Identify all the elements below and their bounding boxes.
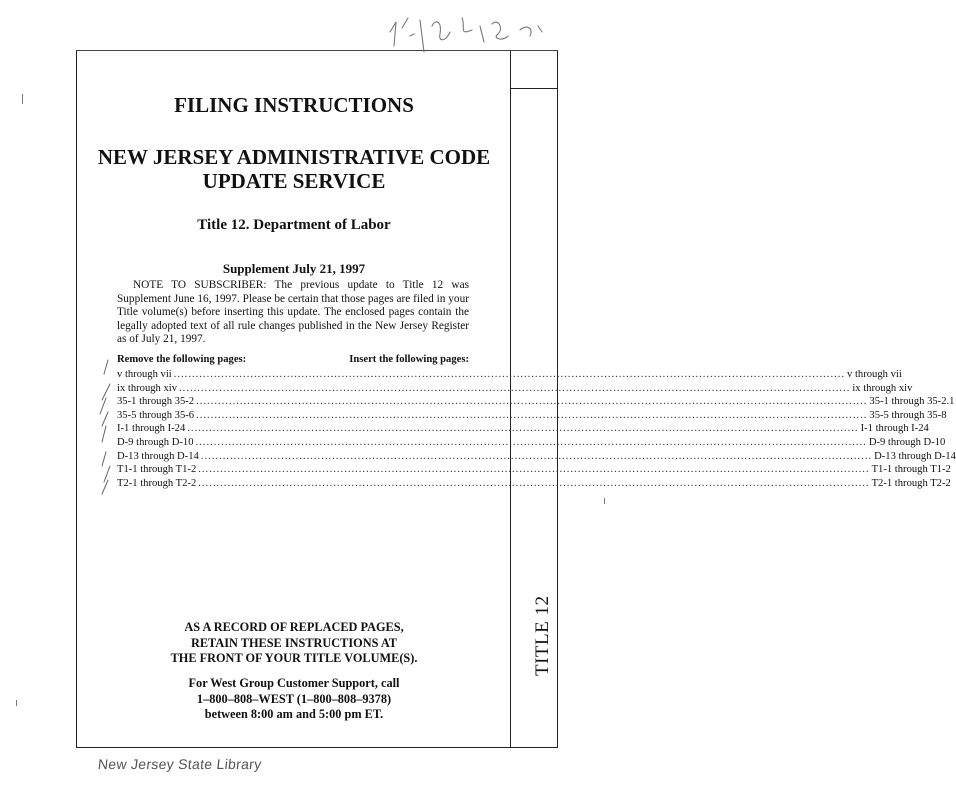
- remove-pages: 35-5 through 35-6: [117, 409, 195, 421]
- subscriber-note: [117, 279, 469, 347]
- scan-mark: [22, 94, 23, 104]
- leader-dots: ........................................................................................................................................................................................: [196, 396, 868, 408]
- record-line: THE FRONT OF YOUR TITLE VOLUME(S).: [170, 651, 418, 665]
- record-line: RETAIN THESE INSTRUCTIONS AT: [190, 635, 398, 650]
- page-row: [117, 422, 929, 436]
- note-line: Supplement June 16, 1997. Please be certain that those pages are filed in your: [117, 292, 469, 305]
- scan-mark: [16, 700, 17, 706]
- tab-divider: [510, 88, 558, 89]
- remove-pages: D-13 through D-14: [117, 450, 199, 462]
- remove-pages: ix through xiv: [117, 382, 178, 394]
- filing-instructions-heading: FILING INSTRUCTIONS: [174, 93, 414, 117]
- insert-pages: T1-1 through T1-2: [871, 464, 951, 476]
- support-hours: between 8:00 am and 5:00 pm ET.: [204, 707, 384, 721]
- note-line: NOTE TO SUBSCRIBER: The previous update to Title 12 was: [133, 279, 469, 291]
- insert-pages: 35-1 through 35-2.1: [869, 396, 955, 408]
- insert-pages: I-1 through I-24: [860, 423, 929, 435]
- remove-pages: T2-1 through T2-2: [117, 477, 197, 489]
- remove-pages: v through vii: [117, 369, 172, 380]
- remove-pages-header: Remove the following pages:: [117, 354, 247, 365]
- library-stamp: New Jersey State Library: [97, 756, 263, 772]
- record-instruction: [76, 620, 512, 667]
- page-replacement-list: [117, 354, 956, 490]
- page-list-header: [117, 354, 469, 368]
- page-row: [117, 463, 951, 477]
- leader-dots: ........................................................................................................................................................................................: [195, 436, 867, 448]
- note-line: Title volume(s) before inserting this update. The enclosed pages contain the: [117, 306, 469, 319]
- note-line: as of July 21, 1997.: [117, 333, 206, 346]
- page-row: [117, 395, 955, 409]
- scan-mark: [604, 498, 605, 504]
- leader-dots: ........................................................................................................................................................................................: [179, 382, 851, 394]
- insert-pages-header: Insert the following pages:: [349, 354, 469, 365]
- insert-pages: 35-5 through 35-8: [869, 409, 947, 421]
- leader-dots: ........................................................................................................................................................................................: [200, 450, 873, 462]
- page-row: [117, 382, 913, 396]
- remove-pages: I-1 through I-24: [117, 423, 186, 435]
- leader-dots: ........................................................................................................................................................................................: [187, 423, 859, 435]
- page-row: [117, 477, 951, 491]
- code-title-line-2: UPDATE SERVICE: [202, 169, 386, 193]
- leader-dots: ........................................................................................................................................................................................: [198, 464, 870, 476]
- leader-dots: ........................................................................................................................................................................................: [196, 409, 868, 421]
- supplement-date: Supplement July 21, 1997: [222, 261, 366, 276]
- note-line: legally adopted text of all rule changes published in the New Jersey Register: [117, 319, 469, 332]
- support-line: For West Group Customer Support, call: [188, 676, 400, 690]
- title-department: Title 12. Department of Labor: [197, 217, 391, 233]
- code-title-line-1: NEW JERSEY ADMINISTRATIVE CODE: [97, 145, 491, 169]
- insert-pages: T2-1 through T2-2: [871, 477, 951, 489]
- insert-pages: v through vii: [847, 369, 902, 380]
- page-row: [117, 368, 902, 382]
- remove-pages: T1-1 through T1-2: [117, 464, 197, 476]
- leader-dots: ........................................................................................................................................................................................: [198, 477, 870, 489]
- remove-pages: D-9 through D-10: [117, 436, 194, 448]
- support-phone: 1–800–808–WEST (1–800–808–9378): [196, 691, 392, 706]
- page-row: [117, 436, 946, 450]
- insert-pages: ix through xiv: [852, 382, 913, 394]
- remove-pages: 35-1 through 35-2: [117, 396, 195, 408]
- leader-dots: ........................................................................................................................................................................................: [173, 369, 846, 380]
- handwritten-annotation: [380, 12, 550, 72]
- insert-pages: D-9 through D-10: [868, 436, 946, 448]
- tab-label: TITLE 12: [532, 595, 553, 676]
- insert-pages: D-13 through D-14: [874, 450, 956, 462]
- page-row: [117, 450, 956, 464]
- code-title: [76, 145, 512, 193]
- page-row: [117, 409, 947, 423]
- customer-support-info: [76, 676, 512, 723]
- record-line: AS A RECORD OF REPLACED PAGES,: [184, 620, 404, 634]
